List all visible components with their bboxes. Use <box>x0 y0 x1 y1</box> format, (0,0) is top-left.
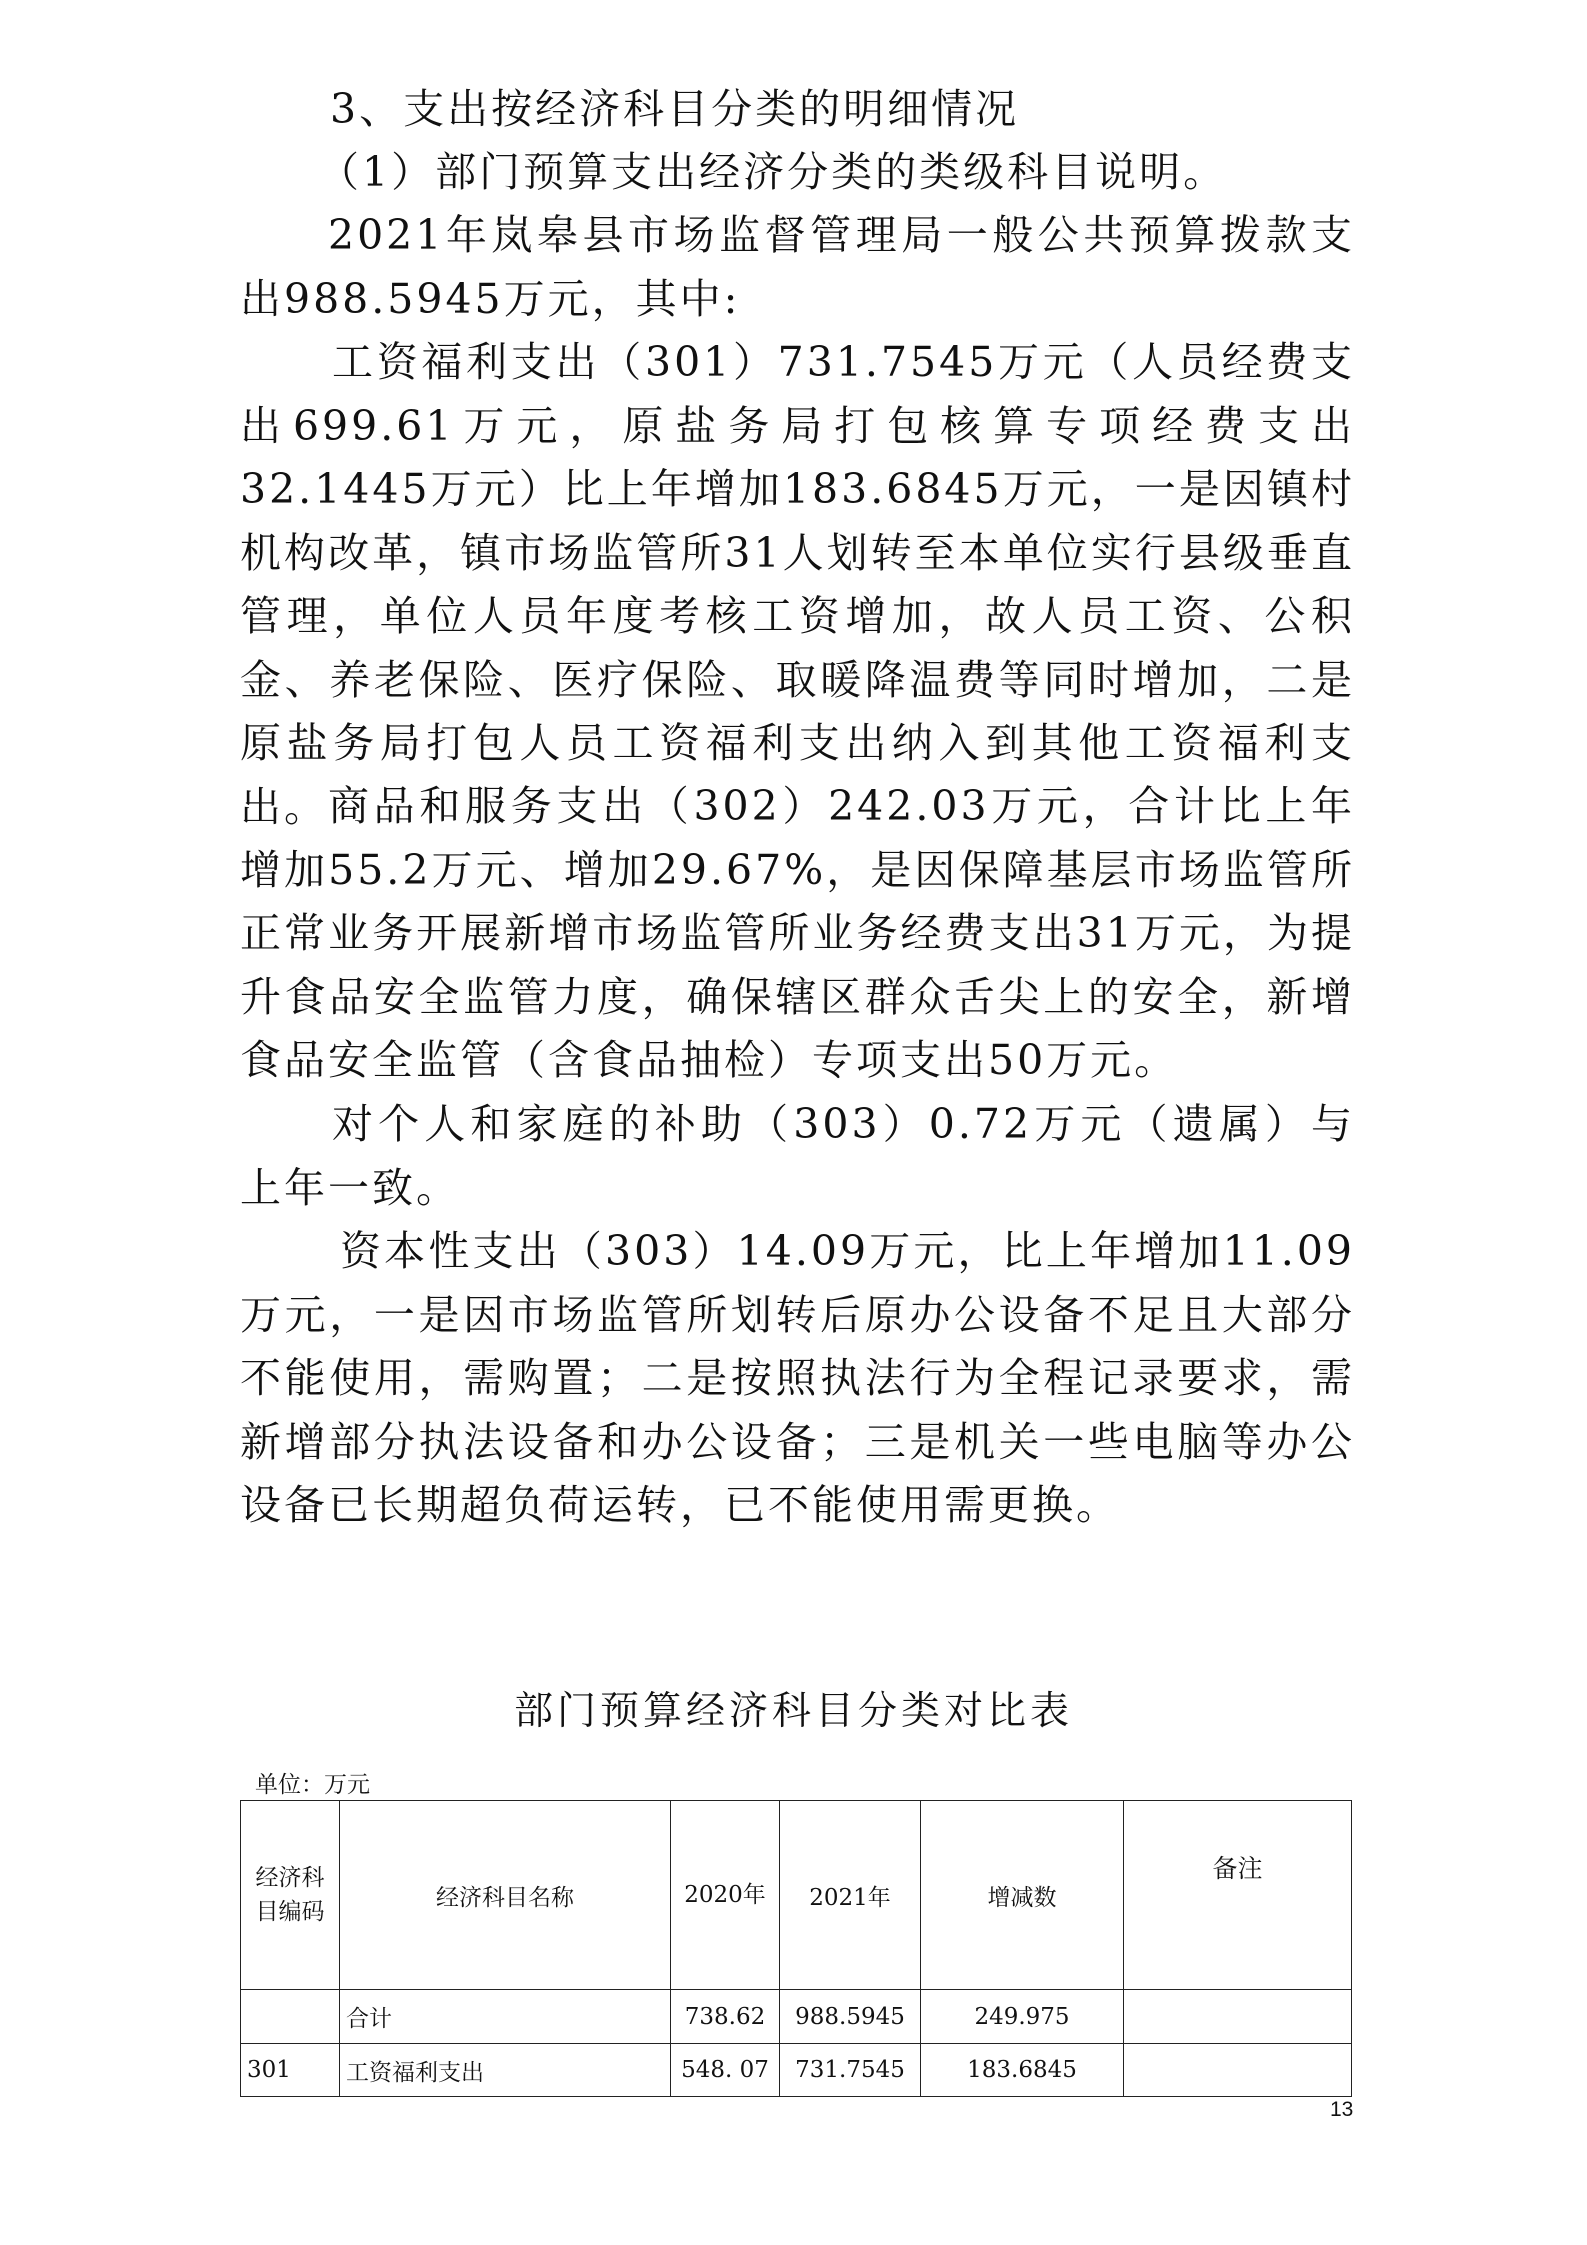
table-row <box>241 2044 1352 2097</box>
paragraph-capital: 资本性支出（303）14.09万元，比上年增加11.09万元，一是因市场监管所划转后原办公设备不足且大部分不能使用，需购置；二是按照执法行为全程记录要求，需新增部分执法设备和办公设备；三是机关一些电脑等办公设备已长期超负荷运转，已不能使用需更换。 <box>240 1227 1355 1529</box>
header-diff: 增减数 <box>921 1801 1124 1990</box>
cell-code <box>241 1990 340 2044</box>
cell-note <box>1124 1990 1352 2044</box>
header-note: 备注 <box>1124 1801 1352 1990</box>
paragraph-goods-services: 商品和服务支出（302）242.03万元，合计比上年增加55.2万元、增加29.67%，是因保障基层市场监管所正常业务开展新增市场监管所业务经费支出31万元，为提升食品安全监管力度，确保辖区群众舌尖上的安全，新增食品安全监管（含食品抽检）专项支出50万元。 <box>240 782 1355 1084</box>
cell-diff: 183.6845 <box>921 2044 1124 2097</box>
cell-2020: 548. 07 <box>671 2044 780 2097</box>
cell-2021: 731.7545 <box>780 2044 921 2097</box>
table-header-row <box>241 1801 1352 1990</box>
cell-note <box>1124 2044 1352 2097</box>
cell-2020: 738.62 <box>671 1990 780 2044</box>
subheading: （1）部门预算支出经济分类的类级科目说明。 <box>318 148 1228 196</box>
cell-diff: 249.975 <box>921 1990 1124 2044</box>
header-2021: 2021年 <box>780 1801 921 1990</box>
header-code: 经济科目编码 <box>241 1801 340 1990</box>
section-heading: 3、支出按经济科目分类的明细情况 <box>330 85 1020 133</box>
cell-code: 301 <box>241 2044 340 2097</box>
page-number: 13 <box>1330 2098 1354 2121</box>
cell-name: 合计 <box>340 1990 671 2044</box>
cell-2021: 988.5945 <box>780 1990 921 2044</box>
paragraph-salary: 工资福利支出（301）731.7545万元（人员经费支出699.61万元，原盐务局打包核算专项经费支出32.1445万元）比上年增加183.6845万元，一是因镇村机构改革，镇市场监管所31人划转至本单位实行县级垂直管理，单位人员年度考核工资增加，故人员工资、公积金、养老保险、医疗保险、取暖降温费等同时增加，二是原盐务局打包人员工资福利支出纳入到其他工资福利支出。 <box>240 338 1355 831</box>
paragraph-household-subsidy: 对个人和家庭的补助（303）0.72万元（遗属）与上年一致。 <box>240 1100 1355 1212</box>
cell-name: 工资福利支出 <box>340 2044 671 2097</box>
header-2020: 2020年 <box>671 1801 780 1990</box>
budget-comparison-table <box>240 1800 1352 2097</box>
table-row <box>241 1990 1352 2044</box>
table-title: 部门预算经济科目分类对比表 <box>513 1689 1073 1734</box>
paragraph-intro: 2021年岚皋县市场监督管理局一般公共预算拨款支出988.5945万元，其中: <box>240 211 1355 323</box>
table-unit: 单位：万元 <box>255 1772 370 1798</box>
header-name: 经济科目名称 <box>340 1801 671 1990</box>
